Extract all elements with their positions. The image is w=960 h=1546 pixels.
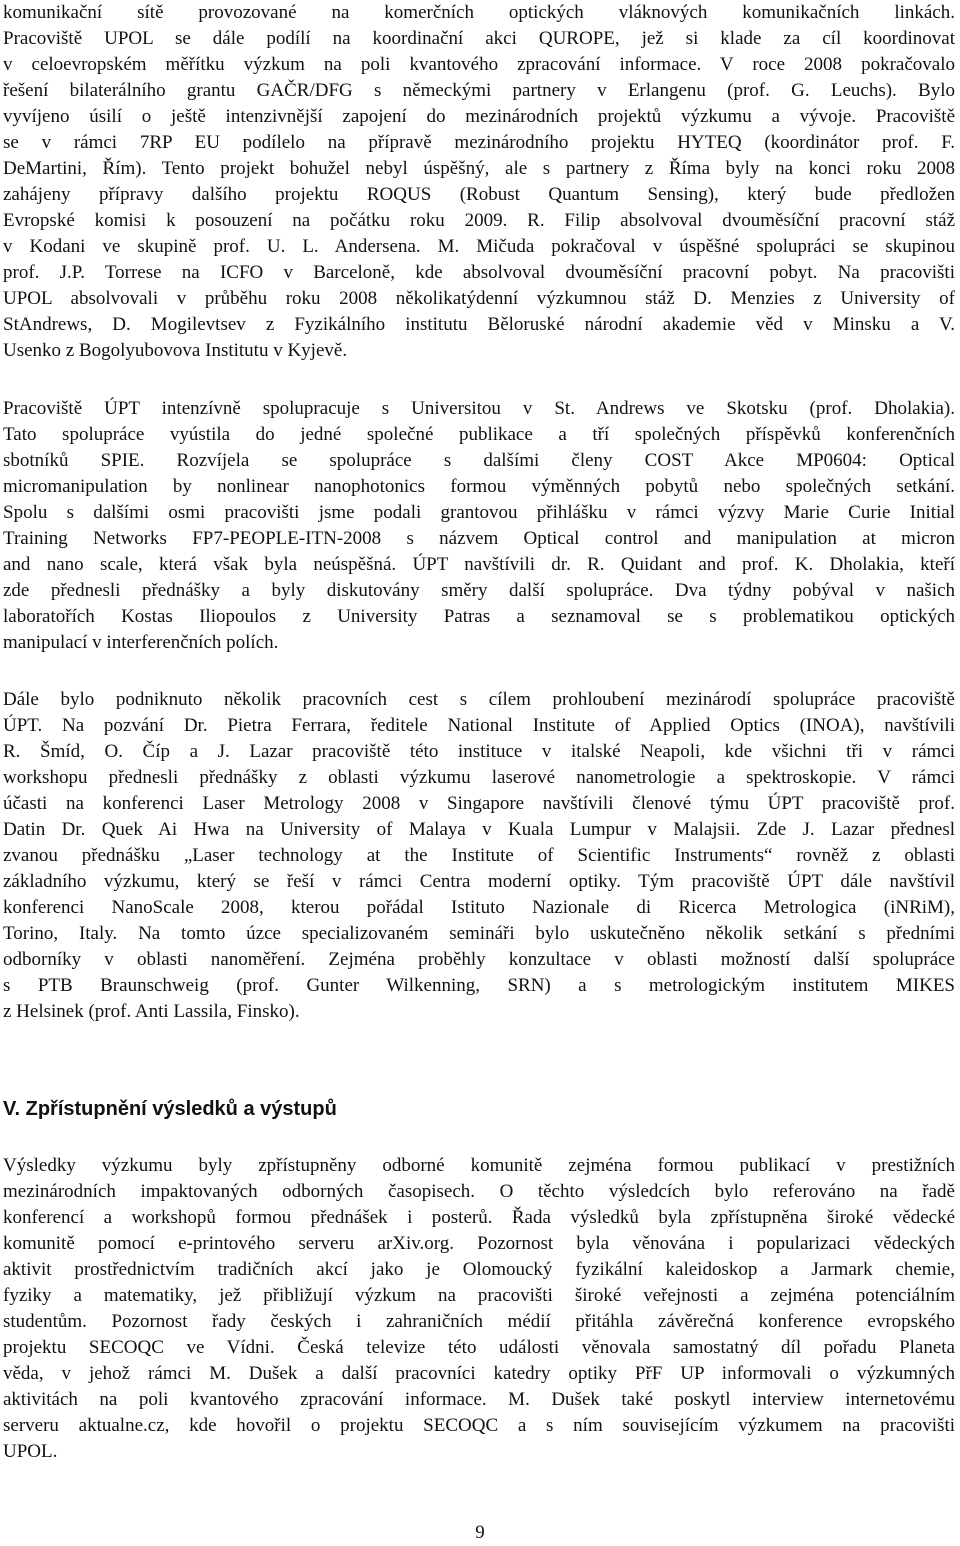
text-line: Tato spolupráce vyústila do jedné společné publikace a tří společných příspěvků konferenčních (3, 424, 955, 445)
text-line: fyziky a matematiky, jež přibližují výzkum na pracovišti široké veřejnosti a zejména potenciálním (3, 1285, 955, 1306)
text-line: Výsledky výzkumu byly zpřístupněny odborné komunitě zejména formou publikací v prestižních (3, 1155, 955, 1176)
text-line: věda, v jehož rámci M. Dušek a další pracovníci katedry optiky PřF UP informovali o výzkumných (3, 1363, 955, 1384)
text-line: R. Šmíd, O. Číp a J. Lazar pracoviště této instituce v italské Neapoli, kde všichni tři v rámci (3, 741, 955, 762)
text-line: DeMartini, Řím). Tento projekt bohužel nebyl úspěšný, ale s partnery z Říma byly na konci roku 2008 (3, 158, 955, 179)
text-line: konferenci NanoScale 2008, kterou pořádal Istituto Nazionale di Ricerca Metrologica (iNRiM), (3, 897, 955, 918)
page-number: 9 (475, 1522, 485, 1543)
text-line: serveru aktualne.cz, kde hovořil o projektu SECOQC a s ním souvisejícím výzkumem na pracovišti (3, 1415, 955, 1436)
paragraph-international-cooperation-upol (3, 0, 955, 364)
text-line: studentům. Pozornost řady českých i zahraničních médií přitáhla závěrečná konference evropského (3, 1311, 955, 1332)
paragraph-cooperation-upt (3, 396, 955, 656)
text-line: Training Networks FP7-PEOPLE-ITN-2008 s názvem Optical control and manipulation at micron (3, 528, 955, 549)
paragraph-work-trips (3, 687, 955, 1025)
text-line: základního výzkumu, který se řeší v rámci Centra moderní optiky. Tým pracoviště ÚPT dále navštívil (3, 871, 955, 892)
text-line: and nano scale, která však byla neúspěšná. ÚPT navštívili dr. R. Quidant and prof. K. Dholakia, kteří (3, 554, 955, 575)
text-line: v Kodani ve skupině prof. U. L. Andersena. M. Mičuda pokračoval v úspěšné spolupráci se skupinou (3, 236, 955, 257)
text-line: StAndrews, D. Mogilevtsev z Fyzikálního institutu Běloruské národní akademie věd v Minsku a V. (3, 314, 955, 335)
text-line: aktivitách na poli kvantového zpracování informace. M. Dušek také poskytl interview internetovému (3, 1389, 955, 1410)
text-line: Pracoviště UPOL se dále podílí na koordinační akci QUROPE, jež si klade za cíl koordinovat (3, 28, 955, 49)
text-line: ÚPT. Na pozvání Dr. Pietra Ferrara, ředitele National Institute of Applied Optics (INOA), navštívili (3, 715, 955, 736)
text-line: vyvíjeno úsilí o ještě intenzivnější zapojení do mezinárodních projektů výzkumu a vývoje. Pracoviště (3, 106, 955, 127)
text-line: prof. J.P. Torrese na ICFO v Barceloně, kde absolvoval dvouměsíční pracovní pobyt. Na pracovišti (3, 262, 955, 283)
text-line: projektu SECOQC ve Vídni. Česká televize této události věnovala samostatný díl pořadu Planeta (3, 1337, 955, 1358)
text-line: Evropské komisi k posouzení na počátku roku 2009. R. Filip absolvoval dvouměsíční pracovní stáž (3, 210, 955, 231)
text-line: zahájeny přípravy dalšího projektu ROQUS (Robust Quantum Sensing), který bude předložen (3, 184, 955, 205)
text-line: účasti na konferenci Laser Metrology 2008 v Singapore navštívili členové týmu ÚPT pracoviště prof. (3, 793, 955, 814)
text-line: sbotníků SPIE. Rozvíjela se spolupráce s dalšími členy COST Akce MP0604: Optical (3, 450, 955, 471)
text-line: zvanou přednášku „Laser technology at the Institute of Scientific Instruments“ rovněž z oblasti (3, 845, 955, 866)
text-line: komunikační sítě provozované na komerčních optických vláknových komunikačních linkách. (3, 2, 955, 23)
text-line: workshopu přednesli přednášky z oblasti výzkumu laserové nanometrologie a spektroskopie. V rámci (3, 767, 955, 788)
text-line: Datin Dr. Quek Ai Hwa na University of Malaya v Kuala Lumpur v Malajsii. Zde J. Lazar přednesl (3, 819, 955, 840)
paragraph-results-dissemination (3, 1153, 955, 1465)
text-line: UPOL. (3, 1441, 58, 1462)
text-line: laboratořích Kostas Iliopoulos z University Patras a seznamoval se s problematikou optických (3, 606, 955, 627)
text-line: Pracoviště ÚPT intenzívně spolupracuje s Universitou v St. Andrews ve Skotsku (prof. Dholakia). (3, 398, 955, 419)
text-line: odborníky v oblasti nanoměření. Zejména proběhly konzultace v oblasti možností další spolupráce (3, 949, 955, 970)
text-line: se v rámci 7RP EU podílelo na přípravě mezinárodního projektu HYTEQ (koordinátor prof. F. (3, 132, 955, 153)
text-line: v celoevropském měřítku výzkum na poli kvantového zpracování informace. V roce 2008 pokračovalo (3, 54, 955, 75)
text-line: Torino, Italy. Na tomto úzce specializovaném semináři bylo uskutečněno několik setkání s předními (3, 923, 955, 944)
text-line: z Helsinek (prof. Anti Lassila, Finsko). (3, 1001, 300, 1022)
text-line: Dále bylo podniknuto několik pracovních cest s cílem prohloubení mezinárodí spolupráce pracoviště (3, 689, 955, 710)
text-line: s PTB Braunschweig (prof. Gunter Wilkenning, SRN) a s metrologickým institutem MIKES (3, 975, 955, 996)
text-line: řešení bilaterálního grantu GAČR/DFG s německými partnery v Erlangenu (prof. G. Leuchs). Bylo (3, 80, 955, 101)
text-line: konferencí a workshopů formou přednášek i posterů. Řada výsledků byla zpřístupněna široké vědecké (3, 1207, 955, 1228)
text-line: mezinárodních impaktovaných odborných časopisech. O těchto výsledcích bylo referováno na řadě (3, 1181, 955, 1202)
text-line: UPOL absolvovali v průběhu roku 2008 několikatýdenní výzkumnou stáž D. Menzies z University of (3, 288, 955, 309)
text-line: manipulací v interferenčních polích. (3, 632, 279, 653)
text-line: micromanipulation by nonlinear nanophotonics formou výměnných pobytů nebo společných setkání. (3, 476, 955, 497)
text-line: Spolu s dalšími osmi pracovišti jsme podali grantovou přihlášku v rámci výzvy Marie Curie Initial (3, 502, 955, 523)
text-line: zde přednesli přednášky a byly diskutovány směry další spolupráce. Dva týdny pobýval v našich (3, 580, 955, 601)
text-line: Usenko z Bogolyubovova Institutu v Kyjevě. (3, 340, 348, 361)
text-line: komunitě pomocí e-printového serveru arXiv.org. Pozornost byla věnována i popularizaci vědeckých (3, 1233, 955, 1254)
text-line: aktivit prostřednictvím tradičních akcí jako je Olomoucký fyzikální kaleidoskop a Jarmark chemie, (3, 1259, 955, 1280)
section-heading: V. Zpřístupnění výsledků a výstupů (3, 1098, 337, 1120)
